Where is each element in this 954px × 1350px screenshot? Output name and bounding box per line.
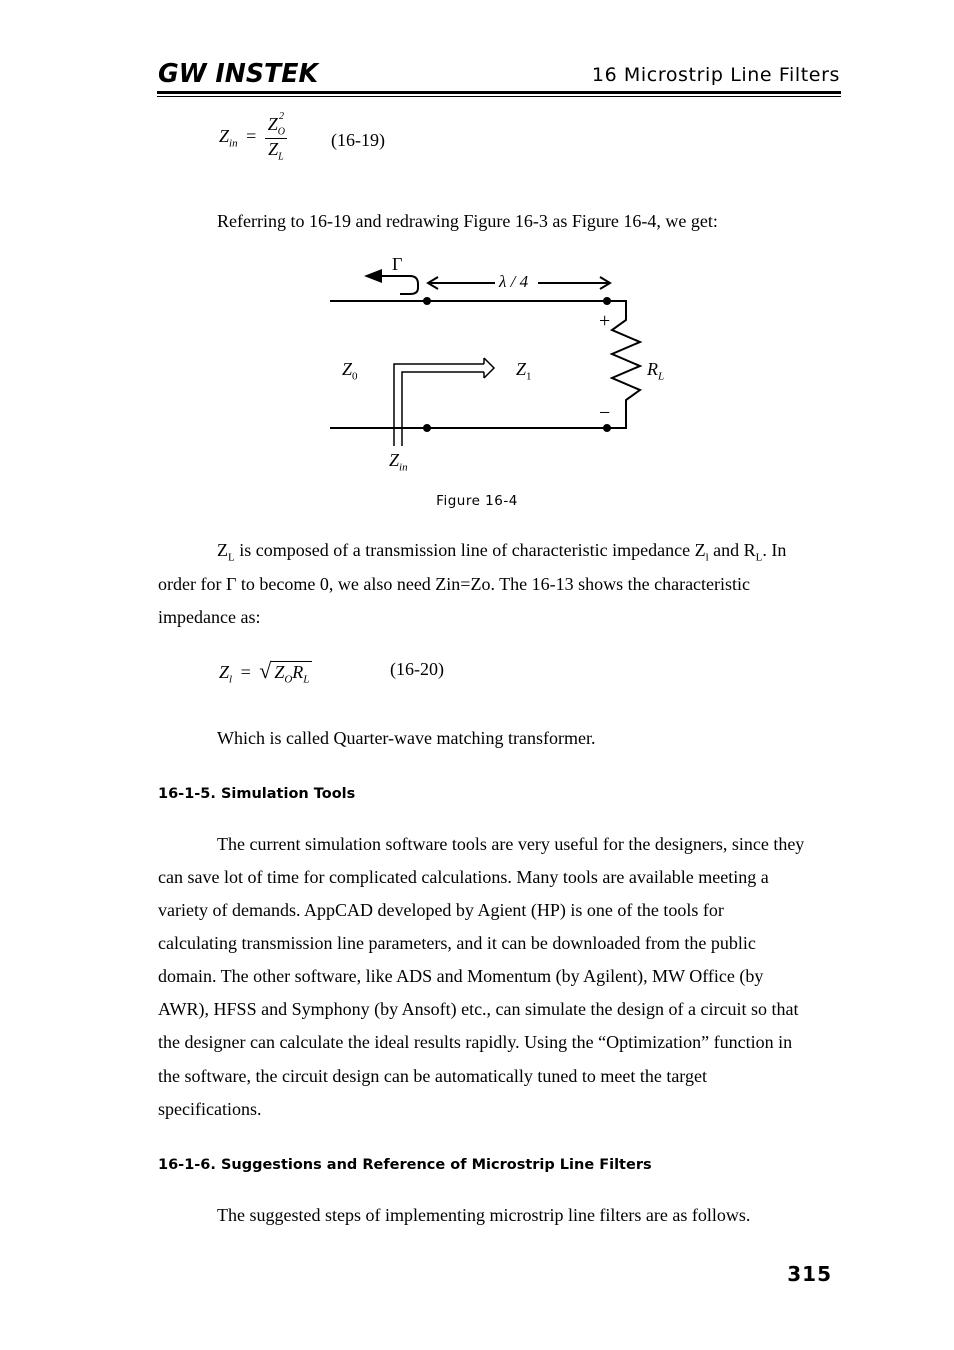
sim-line: can save lot of time for complicated calculations. Many tools are available meeting a	[158, 867, 769, 887]
lambda-quarter-label: λ / 4	[499, 272, 529, 291]
equation-number-16-19: (16-19)	[331, 130, 385, 150]
header-rule-thin	[157, 96, 841, 97]
header-rule	[157, 91, 841, 94]
gw-instek-logo	[158, 58, 320, 86]
minus-sign: −	[599, 402, 611, 424]
equation-16-20: $Z_l$ = √ $Z_OR_L$	[219, 658, 312, 686]
zin-label: $Z_{in}$	[389, 450, 408, 474]
paragraph-zl-line2: order for Γ to become 0, we also need Zin=Zo. The 16-13 shows the characteristic	[158, 574, 751, 594]
sim-line: variety of demands. AppCAD developed by Agient (HP) is one of the tools for	[158, 900, 724, 920]
svg-text:GW INSTEK: GW INSTEK	[158, 59, 320, 86]
node-dot	[603, 424, 611, 432]
quarter-wave-text: Which is called Quarter-wave matching transformer.	[217, 728, 596, 748]
node-dot	[423, 424, 431, 432]
gamma-hook	[400, 276, 418, 294]
suggestions-text: The suggested steps of implementing microstrip line filters are as follows.	[217, 1205, 751, 1225]
rl-label: $R_L$	[647, 359, 665, 383]
section-heading-suggestions: 16-1-6. Suggestions and Reference of Microstrip Line Filters	[158, 1157, 652, 1173]
equation-16-19: $Z_{in}$ = $\frac{Z_O^2}{Z_L}$	[219, 111, 285, 163]
resistor	[608, 301, 640, 428]
node-dot	[423, 297, 431, 305]
page-number: 315	[787, 1262, 832, 1286]
paragraph-zl-line1: $Z_L$ is composed of a transmission line of characteristic impedance $Z_l$ and $R_L$. In	[217, 540, 787, 564]
sim-line: The current simulation software tools are very useful for the designers, since they	[217, 834, 805, 854]
sim-line: AWR), HFSS and Symphony (by Ansoft) etc., can simulate the design of a circuit so that	[158, 999, 799, 1019]
plus-sign: +	[599, 310, 611, 332]
node-dot	[603, 297, 611, 305]
gamma-label: Γ	[392, 254, 403, 274]
paragraph-zl-line3: impedance as:	[158, 607, 261, 627]
z0-label: $Z_0$	[342, 359, 358, 383]
figure-caption: Figure 16-4	[436, 493, 518, 509]
section-heading-simulation-tools: 16-1-5. Simulation Tools	[158, 786, 356, 802]
sim-line: domain. The other software, like ADS and Momentum (by Agilent), MW Office (by	[158, 966, 764, 986]
sim-line: specifications.	[158, 1099, 262, 1119]
intro-text: Referring to 16-19 and redrawing Figure 16-3 as Figure 16-4, we get:	[217, 211, 718, 231]
sim-line: the designer can calculate the ideal results rapidly. Using the “Optimization” function in	[158, 1032, 793, 1052]
gamma-arrow-head	[364, 269, 382, 283]
equation-number-16-20: (16-20)	[390, 659, 444, 679]
chapter-title: 16 Microstrip Line Filters	[591, 64, 840, 86]
zin-arrow	[394, 364, 484, 446]
z1-label: $Z_1$	[516, 359, 532, 383]
sim-line: calculating transmission line parameters, and it can be downloaded from the public	[158, 933, 756, 953]
sim-line: the software, the circuit design can be automatically tuned to meet the target	[158, 1066, 707, 1086]
